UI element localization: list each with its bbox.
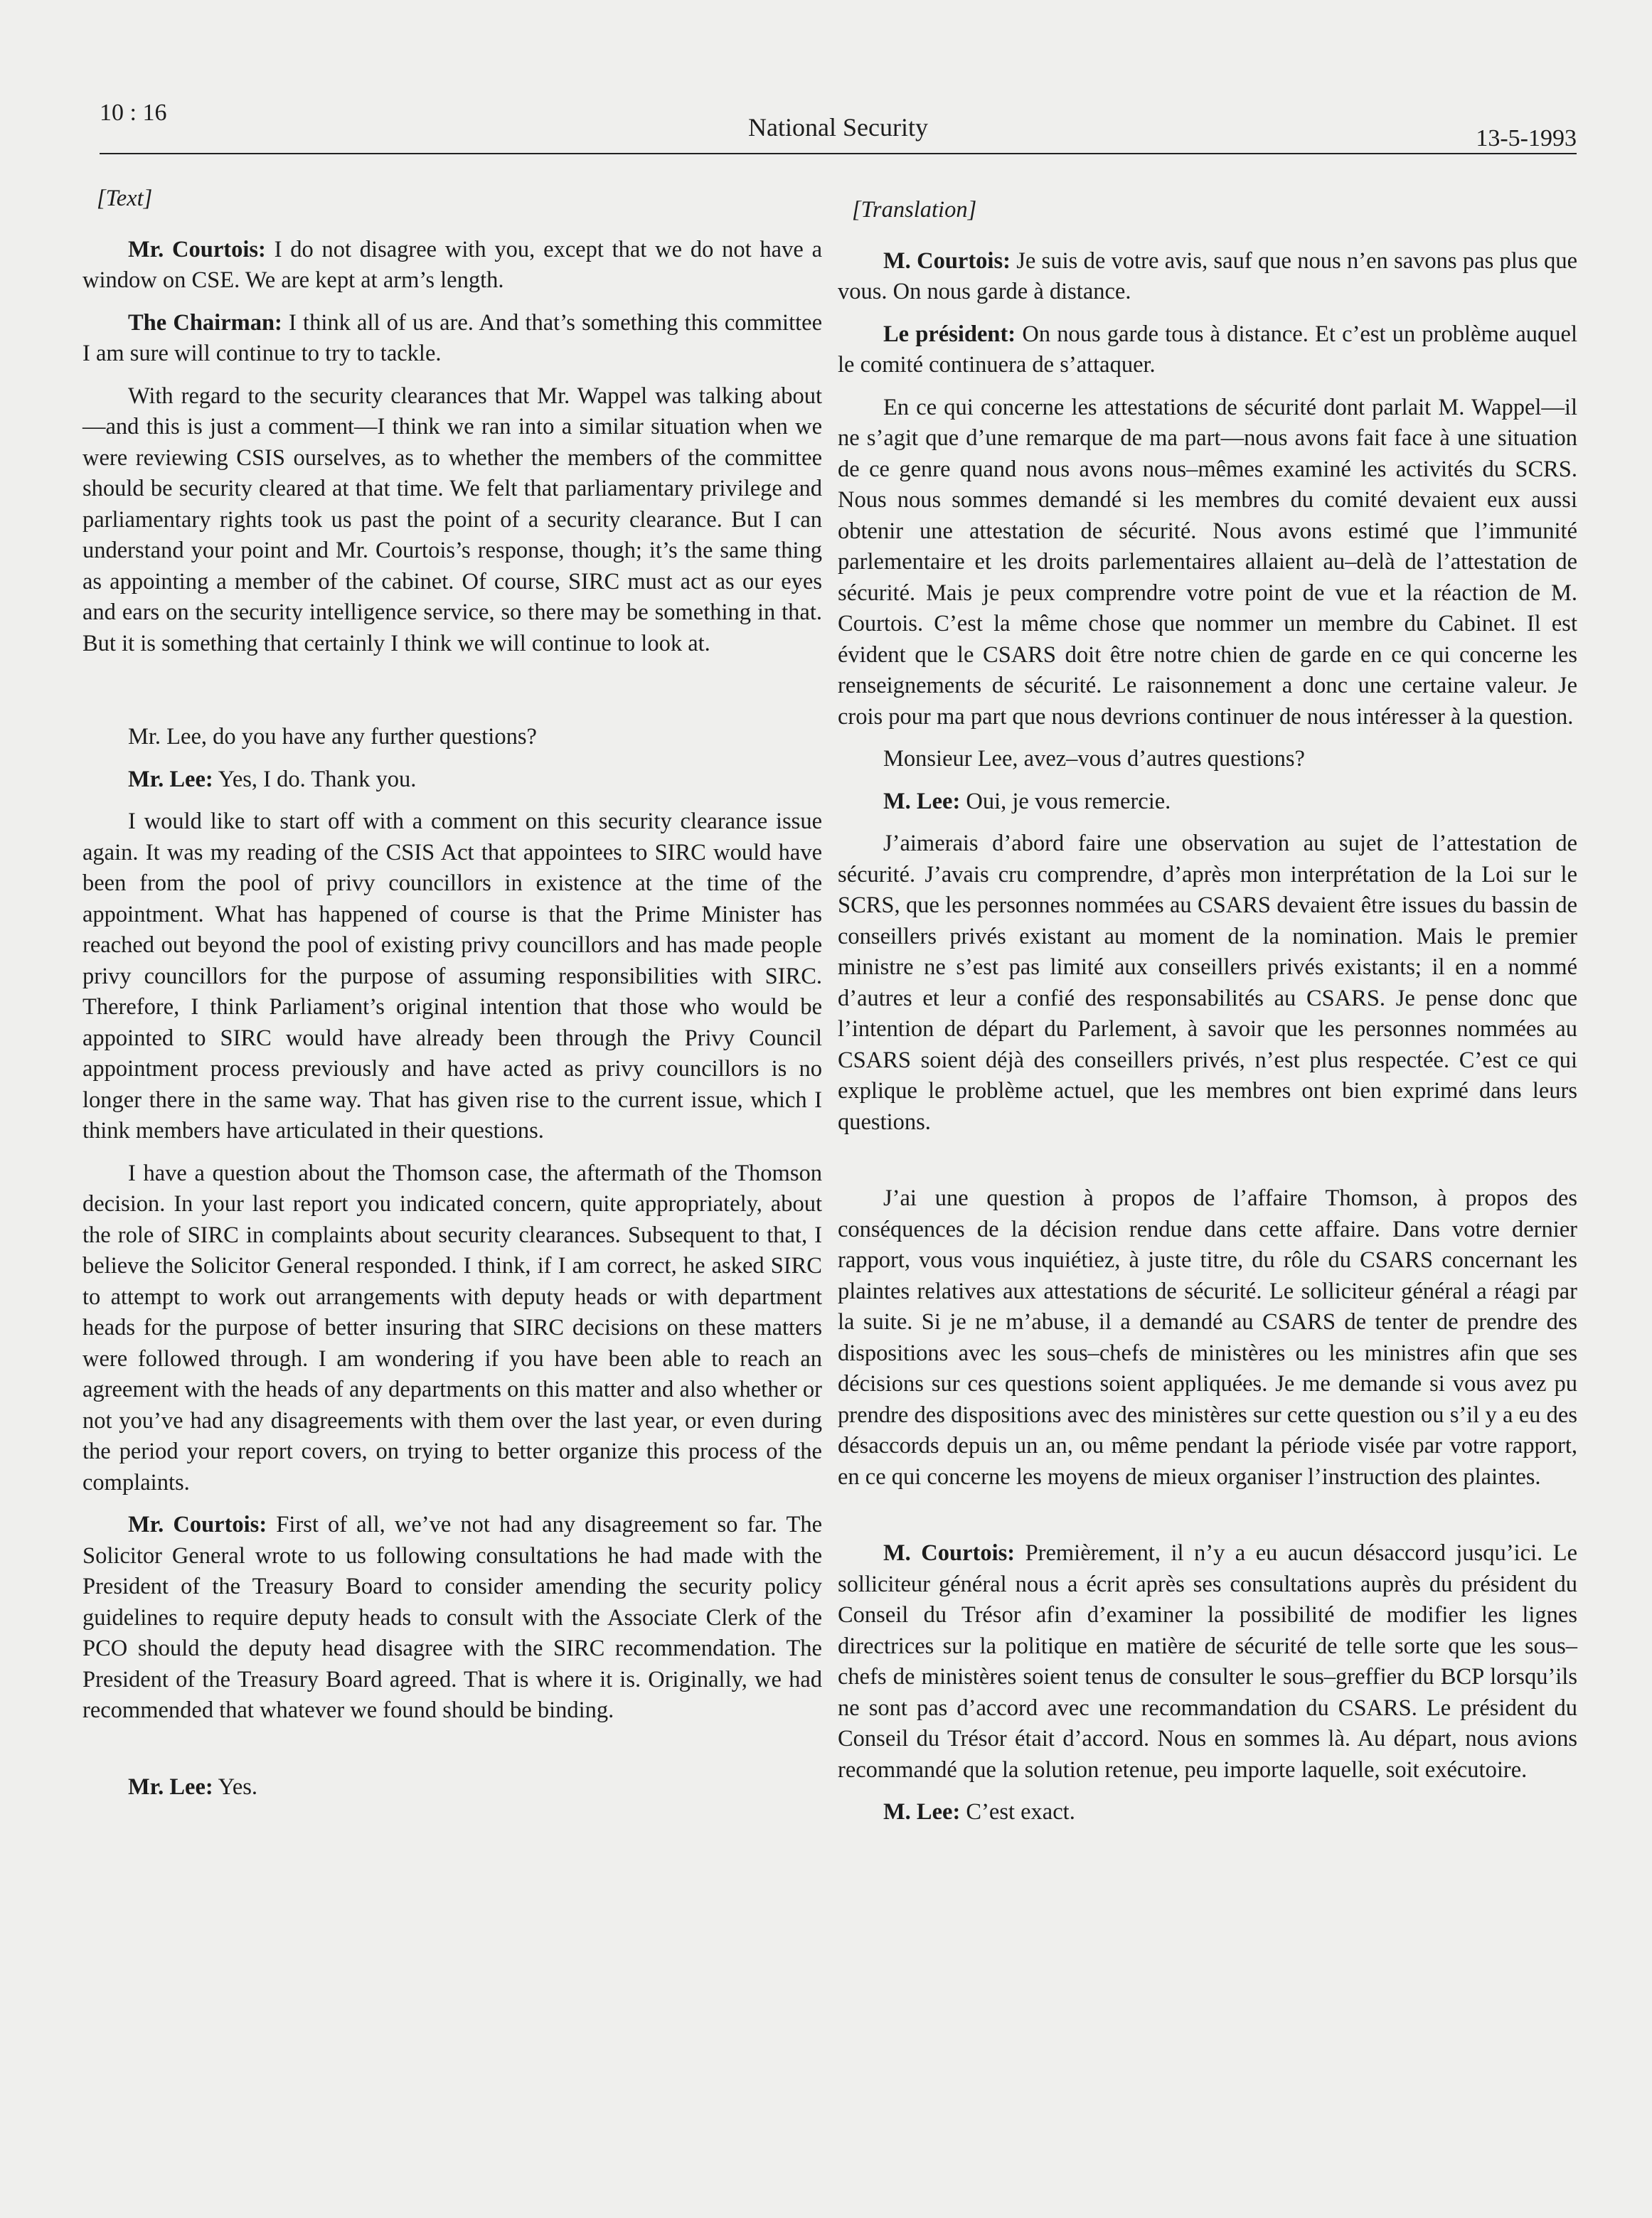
french-column	[838, 183, 1577, 1840]
speech-text: Yes, I do. Thank you.	[213, 766, 417, 792]
paragraph: J’ai une question à propos de l’affaire Thomson, à propos des conséquences de la décision rendue dans cette affaire. Dans votre dernier rapport, vous vous inquiétiez, à juste titre, du rôle du CSARS concernant les plaintes relatives aux attestations de sécurité. Le solliciteur général a réagi par la suite. Si je ne m’abuse, il a demandé au CSARS de tenter de prendre des dispositions avec les sous–chefs de ministères ou les ministres afin que ses décisions sur ces questions soient appliquées. Je me demande si vous avez pu prendre des dispositions avec des ministères sur cette question ou s’il y a eu des désaccords depuis un an, ou même pendant la période visée par votre rapport, en ce qui concerne les moyens de mieux organiser l’instruction des plaintes.	[838, 1185, 1577, 1490]
paragraph	[82, 308, 822, 370]
paragraph	[82, 235, 822, 297]
speech-text: C’est exact.	[960, 1799, 1075, 1825]
speaker-name: Le président:	[883, 321, 1016, 347]
running-title: National Security	[748, 113, 928, 142]
speaker-name: Mr. Lee:	[128, 766, 213, 792]
paragraph	[82, 764, 822, 796]
speaker-name: Mr. Lee:	[128, 1774, 213, 1800]
speech-text: On nous garde tous à distance. Et c’est un problème auquel le comité continuera de s’attaquer.	[838, 321, 1577, 378]
speaker-name: Mr. Courtois:	[128, 1512, 267, 1537]
paragraph: Monsieur Lee, avez–vous d’autres questions?	[883, 746, 1305, 772]
paragraph: J’aimerais d’abord faire une observation au sujet de l’attestation de sécurité. J’avais cru comprendre, d’après mon interprétation de la Loi sur le SCRS, que les personnes nommées au CSARS devaient être issues du bassin de conseillers privés existant au moment de la nomination. Mais le premier ministre ne s’est pas limité aux conseillers privés existants; il en a nommé d’autres et leur a confié des responsabilités au CSARS. Je pense donc que l’intention de départ du Parlement, à savoir que les personnes nommées au CSARS soient déjà des conseillers privés, n’est plus respectée. C’est ce qui explique le problème actuel, que les membres ont bien exprimé dans leurs questions.	[838, 831, 1577, 1135]
page-reference: 10 : 16	[100, 100, 167, 126]
speech-text: First of all, we’ve not had any disagreement so far. The Solicitor General wrote to us following consultations he had made with the President of the Treasury Board to consider amending the security policy guidelines to require deputy heads to consult with the Associate Clerk of the PCO should the deputy head disagree with the SIRC recommendation. The President of the Treasury Board agreed. That is where it is. Originally, we had recommended that whatever we found should be binding.	[82, 1512, 822, 1723]
header-date: 13-5-1993	[1476, 125, 1577, 151]
speech-text: Je suis de votre avis, sauf que nous n’en savons pas plus que vous. On nous garde à distance.	[838, 247, 1577, 304]
text-tag: [Text]	[97, 186, 153, 211]
speaker-name: M. Courtois:	[883, 1540, 1016, 1566]
speaker-name: The Chairman:	[128, 309, 282, 336]
speaker-name: M. Courtois:	[883, 247, 1011, 274]
speech-text: Oui, je vous remercie.	[960, 788, 1171, 814]
page-header	[100, 100, 1577, 156]
paragraph	[838, 787, 1577, 818]
paragraph	[82, 1510, 822, 1727]
paragraph: Mr. Lee, do you have any further questions?	[128, 724, 537, 750]
paragraph: I would like to start off with a comment on this security clearance issue again. It was my reading of the CSIS Act that appointees to SIRC would have been from the pool of privy councillors in existence at the time of the appointment. What has happened of course is that the Prime Minister has reached out beyond the pool of existing privy councillors and has made people privy councillors for the purpose of assuming responsibilities with SIRC. Therefore, I think Parliament’s original intention that those who would be appointed to SIRC would have already been through the Privy Council appointment process previously and have acted as privy councillors is no longer there in the same way. That has given rise to the current issue, which I think members have articulated in their questions.	[82, 809, 822, 1143]
translation-tag: [Translation]	[852, 197, 977, 223]
paragraph: En ce qui concerne les attestations de sécurité dont parlait M. Wappel—il ne s’agit que d’une remarque de ma part—nous avons fait face à une situation de ce genre quand nous avons nous–mêmes examiné les activités du SCRS. Nous nous sommes demandé si les membres du comité devaient eux aussi obtenir une attestation de sécurité. Nous avons estimé que l’immunité parlementaire et les droits parlementaires allaient au–delà de l’attestation de sécurité. Mais je peux comprendre votre point de vue et la réaction de M. Courtois. C’est la même chose que nommer un membre du Cabinet. Il est évident que le CSARS doit être notre chien de garde en ce qui concerne les renseignements de sécurité. Le raisonnement a donc une certaine valeur. Je crois pour ma part que nous devrions continuer de nous intéresser à la question.	[838, 394, 1577, 730]
speaker-name: M. Lee:	[883, 1799, 961, 1825]
paragraph	[838, 1797, 1577, 1828]
paragraph: With regard to the security clearances that Mr. Wappel was talking about—and this is just a comment—I think we ran into a similar situation when we were reviewing CSIS ourselves, as to whether the members of the committee should be security cleared at that time. We felt that parliamentary privilege and parliamentary rights took us past the point of a security clearance. But I can understand your point and Mr. Courtois’s response, though; it’s the same thing as appointing a member of the cabinet. Of course, SIRC must act as our eyes and ears on the security intelligence service, so there may be something in that. But it is something that certainly I think we will continue to look at.	[82, 383, 822, 656]
speech-text: Premièrement, il n’y a eu aucun désaccord jusqu’ici. Le solliciteur général nous a écrit après ses consultations auprès du président du Conseil du Trésor afin d’examiner la possibilité de modifier les lignes directrices sur la politique en matière de sécurité de telle sorte que les sous–chefs de ministères soient tenus de consulter le sous–greffier du BCP lorsqu’ils ne sont pas d’accord avec une recommandation du CSARS. Le président du Conseil du Trésor était d’accord. Nous en sommes là. Au départ, nous avions recommandé que la solution retenue, peu importe laquelle, soit exécutoire.	[838, 1540, 1577, 1783]
speaker-name: Mr. Courtois:	[128, 236, 266, 262]
paragraph	[838, 246, 1577, 308]
speech-text: Yes.	[213, 1774, 258, 1800]
paragraph: I have a question about the Thomson case, the aftermath of the Thomson decision. In your last report you indicated concern, quite appropriately, about the role of SIRC in complaints about security clearances. Subsequent to that, I believe the Solicitor General responded. I think, if I am correct, he asked SIRC to attempt to work out arrangements with deputy heads or with department heads for the purpose of better insuring that SIRC decisions on these matters were followed through. I am wondering if you have been able to reach an agreement with the heads of any departments on this matter and also whether or not you’ve had any disagreements with them over the last year, or even during the period your report covers, on trying to better organize this process of the complaints.	[82, 1160, 822, 1495]
header-rule	[100, 153, 1577, 154]
english-column	[82, 183, 822, 1814]
speech-text: I do not disagree with you, except that we do not have a window on CSE. We are kept at arm’s length.	[82, 236, 822, 293]
paragraph	[82, 1772, 822, 1803]
speech-text: I think all of us are. And that’s something this committee I am sure will continue to try to tackle.	[82, 309, 822, 366]
speaker-name: M. Lee:	[883, 788, 961, 814]
paragraph	[838, 319, 1577, 381]
paragraph	[838, 1538, 1577, 1786]
